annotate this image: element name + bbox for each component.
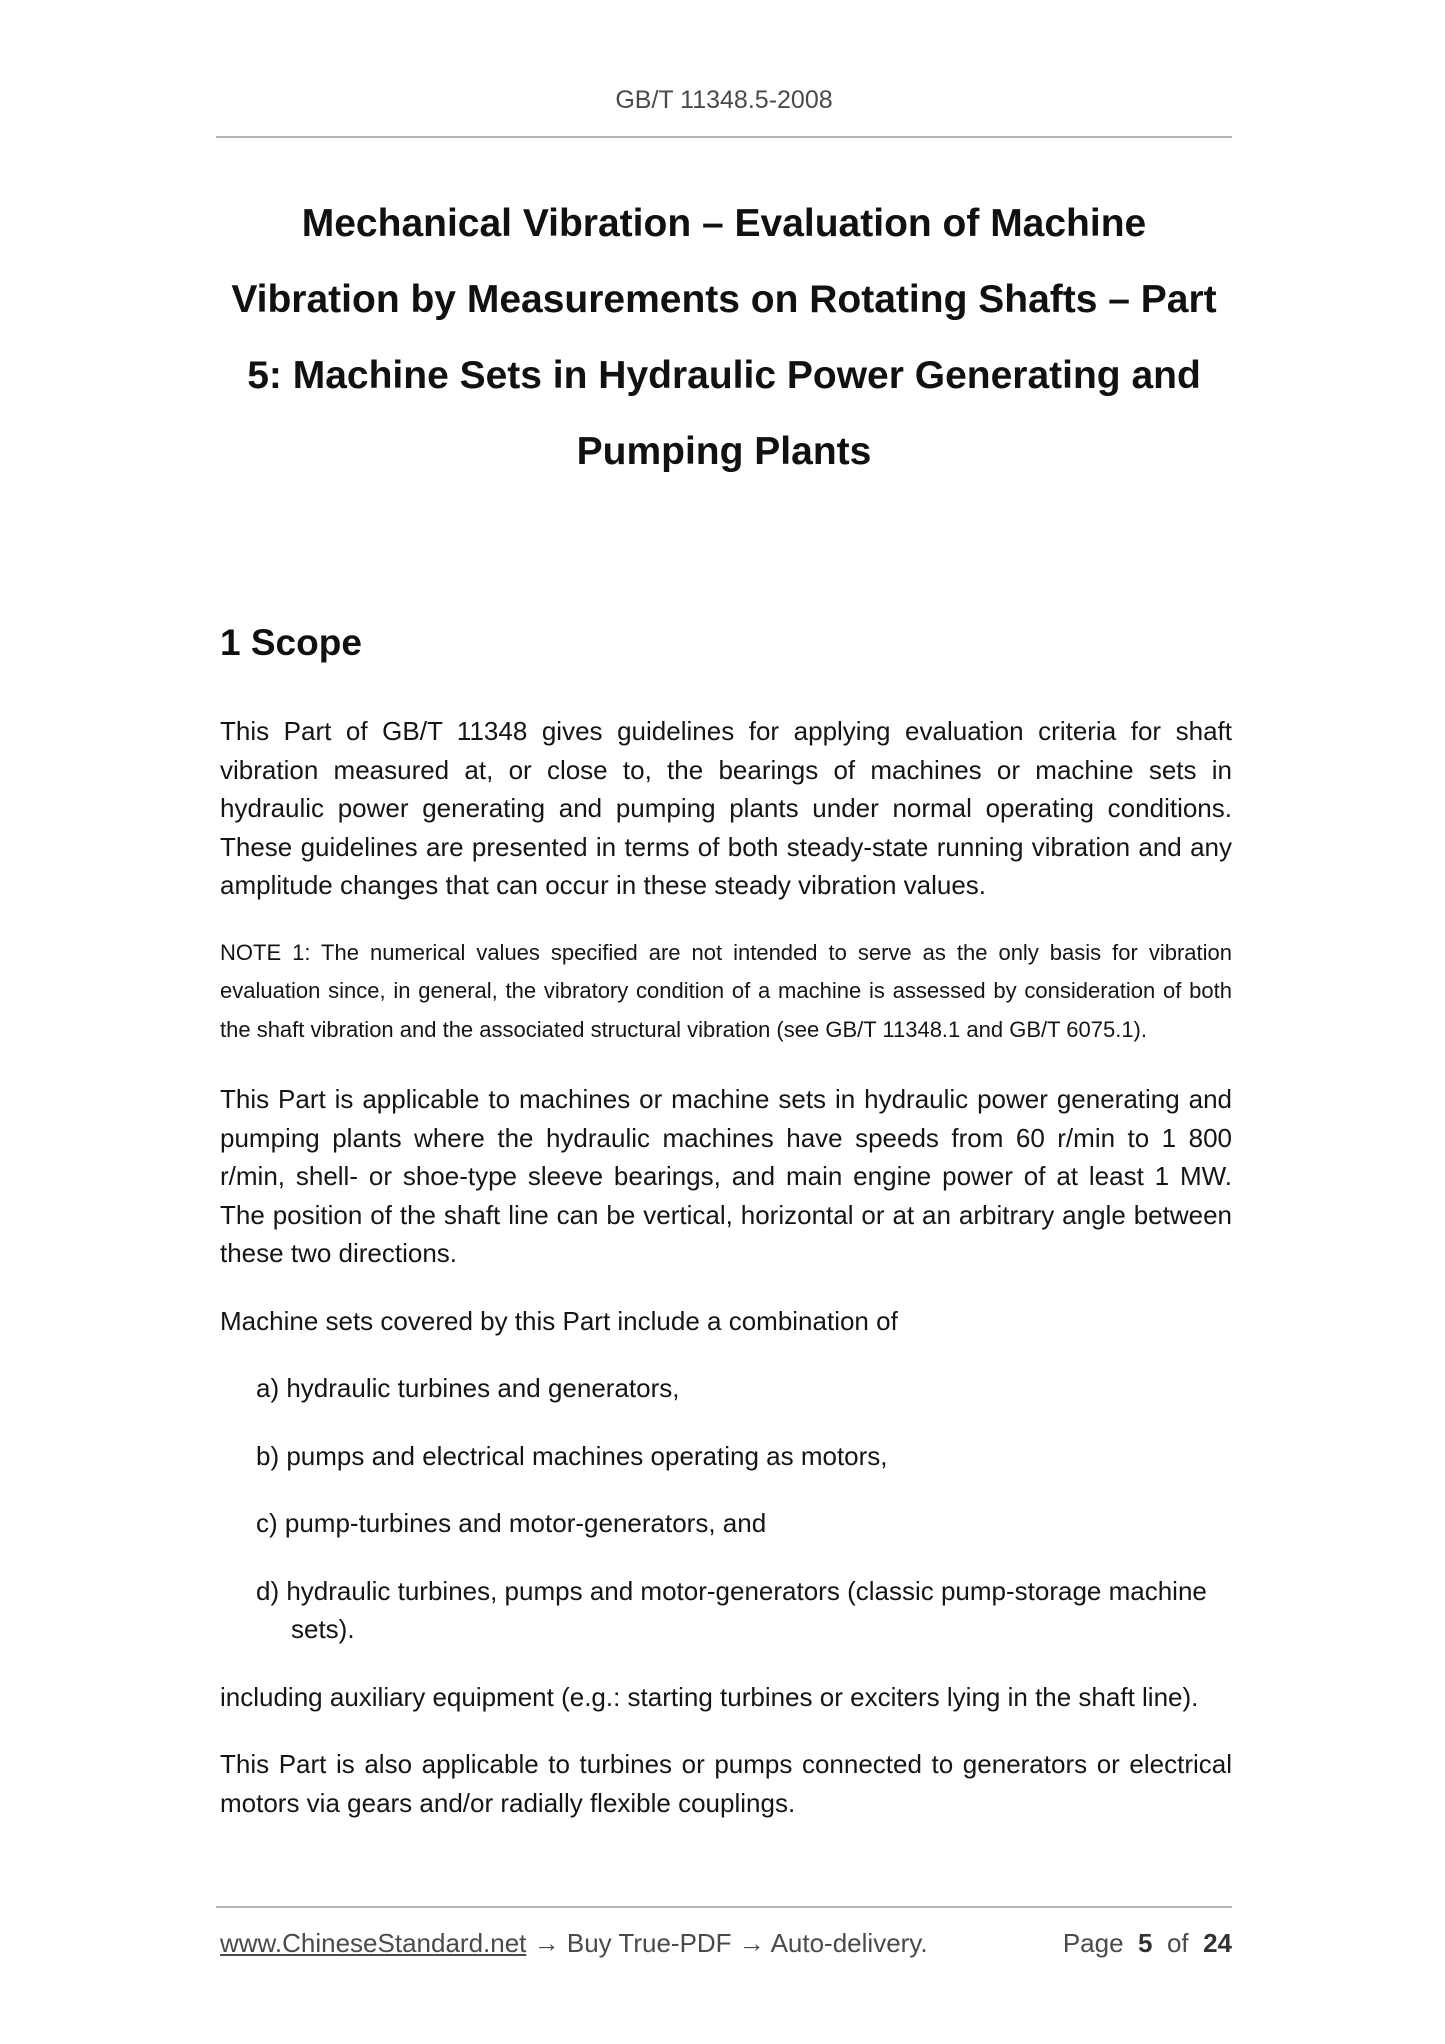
site-link[interactable]: www.ChineseStandard.net: [220, 1928, 527, 1958]
list-item: d) hydraulic turbines, pumps and motor-generators (classic pump-storage machine sets).: [256, 1575, 1207, 1644]
page-label: Page: [1062, 1928, 1124, 1958]
page-current: 5: [1138, 1928, 1153, 1958]
list-item: a) hydraulic turbines and generators,: [256, 1373, 680, 1403]
document-title: [216, 186, 1232, 490]
title-line: 5: Machine Sets in Hydraulic Power Generating and: [247, 354, 1201, 397]
title-line: Vibration by Measurements on Rotating Shafts – Part: [231, 278, 1217, 321]
scope-paragraph-3: Machine sets covered by this Part include a combination of: [220, 1305, 898, 1336]
page-of-label: of: [1166, 1928, 1189, 1958]
section-body: [220, 712, 1232, 1851]
header-standard-code: GB/T 11348.5-2008: [615, 86, 833, 114]
header-divider: [216, 136, 1232, 138]
machine-set-list: [220, 1369, 1232, 1649]
footer-promo: [220, 1928, 928, 1959]
list-item: b) pumps and electrical machines operating as motors,: [256, 1440, 888, 1471]
page-total: 24: [1203, 1928, 1232, 1958]
scope-paragraph-5: This Part is also applicable to turbines or pumps connected to generators or electrical motors via gears and/or radially flexible couplings.: [220, 1749, 1232, 1818]
scope-paragraph-2: This Part is applicable to machines or machine sets in hydraulic power generating and pumping plants where the hydraulic machines have speeds from 60 r/min to 1 800 r/min, shell- or shoe-type sleeve bearings, and main engine power of at least 1 MW. The position of the shaft line can be vertical, horizontal or at an arbitrary angle between these two directions.: [220, 1084, 1232, 1268]
note-1: NOTE 1: The numerical values specified are not intended to serve as the only basis for vibration evaluation since, in general, the vibratory condition of a machine is assessed by consideration of both the shaft vibration and the associated structural vibration (see GB/T 11348.1 and GB/T 6075.1).: [220, 939, 1232, 1042]
list-item: c) pump-turbines and motor-generators, and: [256, 1508, 767, 1538]
scope-paragraph-4: including auxiliary equipment (e.g.: starting turbines or exciters lying in the shaft line).: [220, 1681, 1199, 1712]
page-indicator: [1063, 1928, 1232, 1959]
promo-text: → Buy True-PDF → Auto-delivery.: [526, 1928, 928, 1958]
title-line: Mechanical Vibration – Evaluation of Machine: [301, 202, 1147, 245]
scope-paragraph-1: This Part of GB/T 11348 gives guidelines for applying evaluation criteria for shaft vibration measured at, or close to, the bearings of machines or machine sets in hydraulic power generating and pumping plants under normal operating conditions. These guidelines are presented in terms of both steady-state running vibration and any amplitude changes that can occur in these steady vibration values.: [220, 716, 1232, 900]
title-line: Pumping Plants: [576, 430, 872, 473]
footer-divider: [216, 1906, 1232, 1908]
section-heading-scope: 1 Scope: [220, 622, 362, 663]
